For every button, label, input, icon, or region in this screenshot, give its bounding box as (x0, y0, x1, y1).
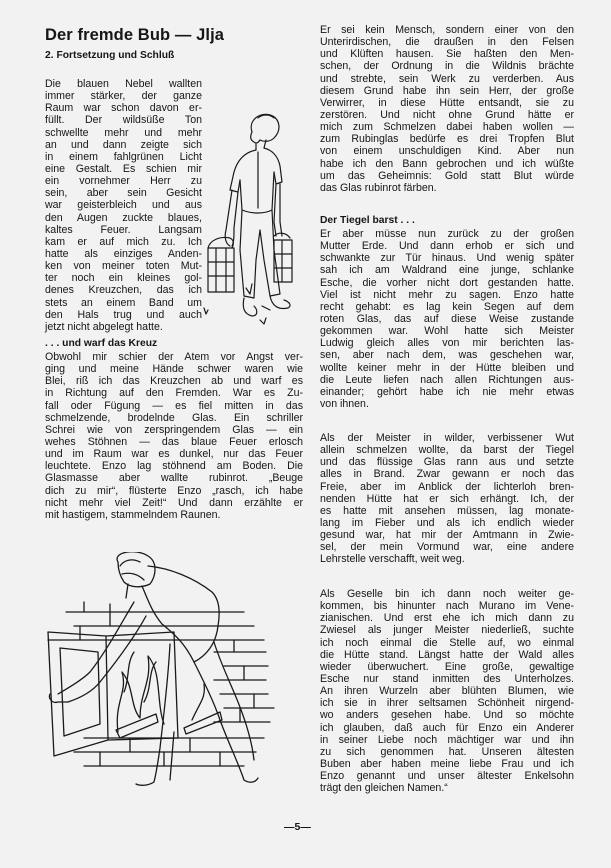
right-paragraph-2 (320, 228, 574, 410)
text-line: Glasmasse aber wallte rubinrot. „Beuge (45, 472, 303, 485)
text-line: in einem fahlgrünen Licht (45, 150, 202, 163)
text-line: kam er auf mich zu. Ich (45, 235, 202, 248)
text-line: Als der Meister in wilder, verbissener Wut (320, 432, 574, 444)
text-line: gesund war, hat mir der Amtmann in Zwie- (320, 529, 574, 542)
text-line: Unterirdischen, die draußen in den Felsen (320, 36, 574, 49)
text-line: Buben aber haben meine liebe Frau und ich (320, 757, 574, 770)
text-line: denes Kreuzchen, das ich (45, 284, 202, 297)
text-line: Als Geselle bin ich dann noch weiter ge- (320, 588, 574, 600)
text-line: allein schmelzen wollte, da barst der Tiegel (320, 444, 574, 457)
section-heading-tiegel-barst: Der Tiegel barst . . . (320, 215, 415, 226)
text-line: wieder überwuchert. Eine große, gewaltige (320, 660, 574, 673)
text-line: roten Glas, das auf diese Weise zustande (320, 312, 574, 325)
text-line: sen, aber nach dem, was geschehen war, (320, 349, 574, 362)
text-line: sein, aber sein Gesicht (45, 187, 202, 200)
text-line: ken von meiner toten Mut- (45, 260, 202, 273)
text-line: schen, der Ordnung in die Wildnis brächte (320, 60, 574, 73)
text-line: ging und meine Hände schwer waren wie (45, 363, 303, 376)
text-line: kaltes Feuer. Langsam (45, 223, 202, 236)
text-line: ter noch ein kleines gol- (45, 272, 202, 285)
text-line: habe ich den Bann gebrochen und ich wüßte (320, 157, 574, 170)
text-line: Blei, riß ich das Kreuzchen ab und warf es (45, 375, 303, 388)
text-line: nenden Hütte hat er sich erhängt. Ich, der (320, 492, 574, 505)
text-line: immer stärker, der ganze (45, 90, 202, 103)
text-line: leuchtete. Enzo lag stöhnend am Boden. Die (45, 460, 303, 473)
text-line: Raum war schon davon er- (45, 102, 202, 115)
text-line: stets an einem Band um (45, 296, 202, 309)
text-line: Er sei kein Mensch, sondern einer von den (320, 24, 574, 36)
text-line: ich glauben, daß auch für Enzo ein Anderer (320, 721, 574, 734)
text-line: um das Geheimnis: Gold statt Blut würde (320, 169, 574, 182)
text-line: hatte als einziges Anden- (45, 247, 202, 260)
text-line: dich zu mir“, flüsterte Enzo „rasch, ich habe (45, 484, 303, 497)
text-line: schwankte zur Tür hinaus. Und wenig später (320, 252, 574, 265)
text-line: einander; gehört habe ich nie mehr etwas (320, 385, 574, 398)
right-paragraph-3 (320, 432, 574, 566)
text-line: lang im Fieber und als ich endlich wieder (320, 516, 574, 529)
text-line: Er aber müsse nun zurück zu der großen (320, 228, 574, 240)
text-line: Die blauen Nebel wallten (45, 78, 202, 90)
page-number: —5— (284, 821, 311, 833)
text-line: fall oder Fügung — es fiel mitten in das (45, 399, 303, 412)
article-subtitle: 2. Fortsetzung und Schluß (45, 50, 175, 61)
text-line: wo anders gesehen habe. Und so möchte (320, 709, 574, 722)
left-paragraph-1 (45, 78, 202, 333)
text-line: wollte keiner mehr in der Hütte bleiben und (320, 361, 574, 374)
section-heading-warf-das-kreuz: . . . und warf das Kreuz (45, 338, 158, 349)
text-line: Mutter Erde. Und dann erhob er sich und (320, 240, 574, 253)
text-line: und Klüften hausen. Sie haßten den Men- (320, 48, 574, 61)
text-line: alles in Brand. Zwar gewann er noch das (320, 468, 574, 481)
text-line: Ludwig gleich alles von mir berichten las- (320, 337, 574, 350)
text-line: Schrei wie von zerspringendem Glas — ein (45, 423, 303, 436)
boy-with-buckets-illustration (200, 110, 310, 335)
text-line: und das flüssige Glas rann aus und setzte (320, 456, 574, 469)
text-line: zianischen. Und erst ehe ich mich dann zu (320, 612, 574, 625)
text-line: die Hütte stand. Längst hatte der Wald alles (320, 648, 574, 661)
article-title: Der fremde Bub — Jlja (45, 26, 225, 44)
text-line: sah ich am Waldrand eine junge, schlanke (320, 264, 574, 277)
text-line: jetzt nicht abgelegt hatte. (45, 320, 163, 333)
text-line: und im Raum war es dunkel, nur das Feuer (45, 448, 303, 461)
right-paragraph-4 (320, 588, 574, 794)
text-line: von ihnen. (320, 397, 369, 410)
text-line: in Richtung auf den Fremden. War es Zu- (45, 387, 303, 400)
text-line: schwellte mehr und mehr (45, 126, 202, 139)
text-line: an und dann zeigte sich (45, 138, 202, 151)
text-line: Viel ist nicht mehr zu sagen. Enzo hatte (320, 288, 574, 301)
right-paragraph-1 (320, 24, 574, 194)
text-line: diesem Grund habe ihn sein Herr, der große (320, 84, 574, 97)
text-line: in seiner Liebe noch mächtiger war und ihn (320, 733, 574, 746)
text-line: kommen, bis hinunter nach Murano im Vene- (320, 600, 574, 613)
text-line: Lehrstelle verschafft, weit weg. (320, 553, 465, 566)
text-line: trägt den gleichen Namen.“ (320, 782, 448, 795)
text-line: zu sich genommen hat. Unseren ältesten (320, 745, 574, 758)
text-line: den Augen zuckte blaues, (45, 211, 202, 224)
text-line: Verwirrer, in diese Hütte entsandt, sie zu (320, 96, 574, 109)
text-line: gekommen war. Wohl hatte sich Meister (320, 325, 574, 338)
text-line: eine Gestalt. Es schien mir (45, 162, 202, 175)
text-line: Obwohl mir schier der Atem vor Angst ver- (45, 351, 303, 363)
text-line: den Hals trug und auch (45, 308, 202, 321)
text-line: wehes Stöhnen — das blaue Feuer erlosch (45, 435, 303, 448)
text-line: Esche, die vorher nicht dort gestanden hatte. (320, 276, 574, 289)
text-line: Freie, aber im Anblick der lichterloh bren- (320, 480, 574, 493)
text-line: von einem unschuldigen Kind. Aber nun (320, 145, 574, 158)
text-line: und strebte, sein Werk zu verderben. Aus (320, 72, 574, 85)
text-line: füllt. Der wildsüße Ton (45, 114, 202, 127)
text-line: Esche nur stand inmitten des Unterholzes. (320, 672, 574, 685)
text-line: nicht mehr viel Zeit!“ Und dann erzählte er (45, 496, 303, 509)
text-line: An ihren Wurzeln aber blühten Blumen, wie (320, 685, 574, 698)
text-line: es hatte mit ansehen müssen, lag monate- (320, 504, 574, 517)
text-line: zum Rubinglas bedürfe es drei Tropfen Blut (320, 133, 574, 146)
text-line: zerstören. Und nicht ohne Grund hätte er (320, 108, 574, 121)
text-line: Zwiesel als junger Meister niederließ, suchte (320, 624, 574, 637)
text-line: sel, der mein Vormund war, eine andere (320, 541, 574, 554)
text-line: die Leute liefen nach allen Richtungen aus- (320, 373, 574, 386)
text-line: ich noch einmal die Stelle auf, wo einmal (320, 636, 574, 649)
text-line: ein vornehmer Herr zu (45, 175, 202, 188)
text-line: das Glas rubinrot färben. (320, 181, 437, 194)
text-line: mich zum Schmelzen dabei haben wollen — (320, 121, 574, 134)
text-line: recht gehabt: es lag kein Segen auf dem (320, 300, 574, 313)
furnace-figure-illustration (44, 552, 304, 802)
text-line: mit hastigem, stammelndem Raunen. (45, 508, 221, 521)
text-line: war geisterbleich und aus (45, 199, 202, 212)
text-line: schmelzende, brodelnde Glas. Ein schriller (45, 411, 303, 424)
text-line: Enzo genannt und unser ältester Enkelsohn (320, 770, 574, 783)
left-paragraph-2 (45, 351, 303, 521)
text-line: ich sie in ihrer seltsamen Schönheit nirgend- (320, 697, 574, 710)
